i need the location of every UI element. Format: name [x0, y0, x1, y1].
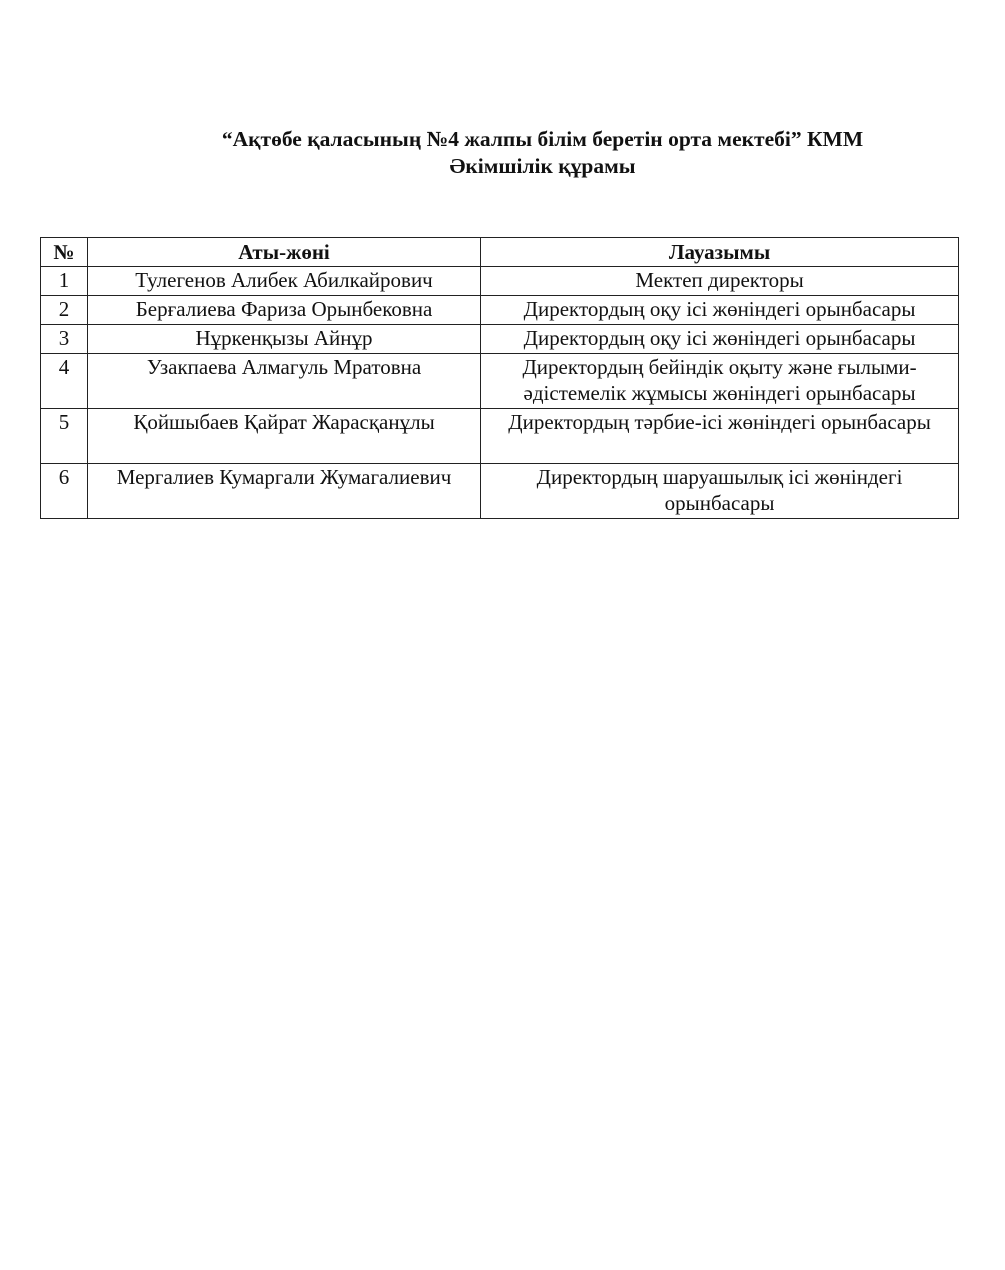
row-position: Директордың тәрбие-ісі жөніндегі орынбасары	[481, 409, 959, 464]
row-position: Директордың оқу ісі жөніндегі орынбасары	[481, 325, 959, 354]
table-row	[41, 267, 959, 296]
table-row	[41, 296, 959, 325]
table-row	[41, 464, 959, 519]
row-number: 6	[41, 464, 88, 519]
row-full-name: Қойшыбаев Қайрат Жарасқанұлы	[87, 409, 480, 464]
header-position: Лауазымы	[481, 238, 959, 267]
row-number: 2	[41, 296, 88, 325]
row-position: Мектеп директоры	[481, 267, 959, 296]
row-number: 5	[41, 409, 88, 464]
table-header-row	[41, 238, 959, 267]
document-title	[40, 126, 1005, 180]
row-full-name: Узакпаева Алмагуль Мратовна	[87, 354, 480, 409]
row-full-name: Нұркенқызы Айнұр	[87, 325, 480, 354]
row-position: Директордың шаруашылық ісі жөніндегі орынбасары	[481, 464, 959, 519]
title-line-administration: Әкімшілік құрамы	[449, 154, 636, 178]
row-full-name: Берғалиева Фариза Орынбековна	[87, 296, 480, 325]
header-number: №	[41, 238, 88, 267]
row-full-name: Тулегенов Алибек Абилкайрович	[87, 267, 480, 296]
table-row	[41, 409, 959, 464]
row-position: Директордың оқу ісі жөніндегі орынбасары	[481, 296, 959, 325]
administration-table	[40, 237, 959, 519]
row-number: 4	[41, 354, 88, 409]
row-position: Директордың бейіндік оқыту және ғылыми-әдістемелік жұмысы жөніндегі орынбасары	[481, 354, 959, 409]
header-full-name: Аты-жөні	[87, 238, 480, 267]
row-number: 3	[41, 325, 88, 354]
table-row	[41, 325, 959, 354]
row-number: 1	[41, 267, 88, 296]
title-line-organization: “Ақтөбе қаласының №4 жалпы білім беретін орта мектебі” КММ	[221, 127, 864, 151]
table-row	[41, 354, 959, 409]
row-full-name: Мергалиев Кумаргали Жумагалиевич	[87, 464, 480, 519]
